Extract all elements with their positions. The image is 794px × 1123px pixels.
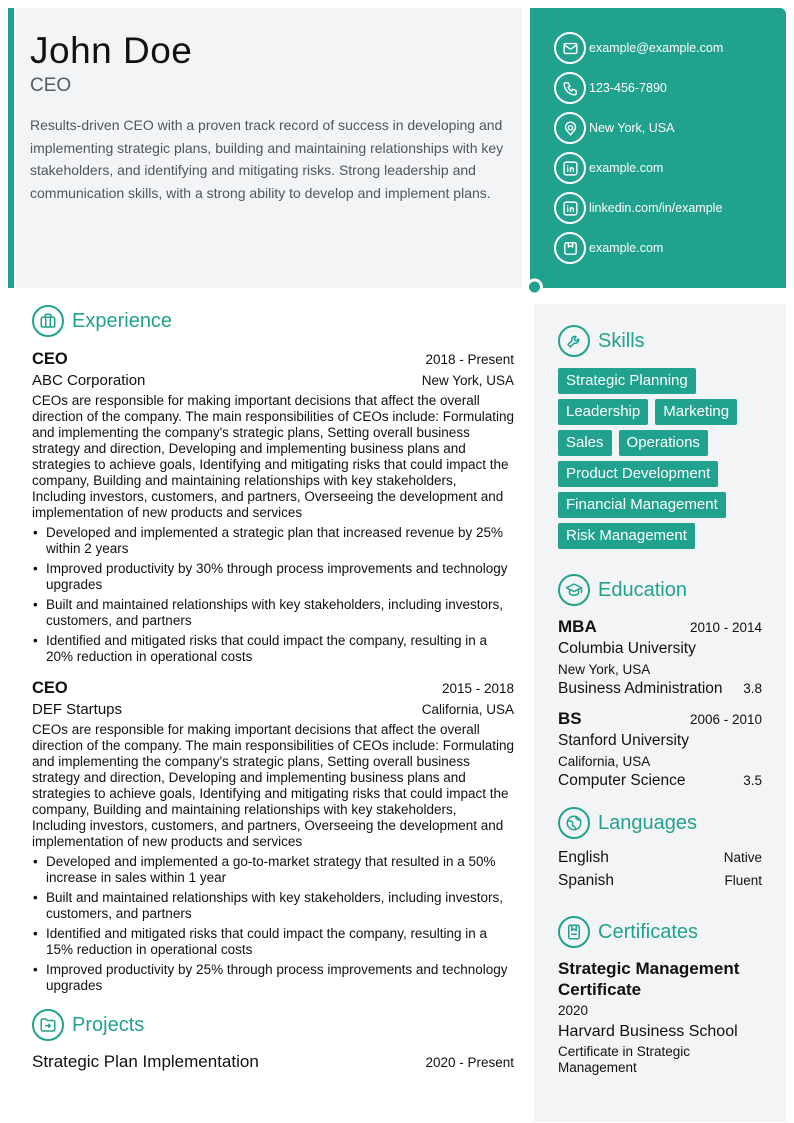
field-of-study: Computer Science [558,772,686,789]
gpa: 3.5 [743,773,762,788]
candidate-name: John Doe [30,30,193,71]
header-panel [16,8,522,288]
certificate-name: Strategic Management Certificate [558,959,740,999]
skill-tag: Leadership [558,399,648,425]
summary: Results-driven CEO with a proven track record of success in developing and implementing strategic plans, building and maintaining relationships with key stakeholders, and identifying and mitigating risks. Strong leadership and communication skills, with a strong ability to develop and implement plans. [30,117,504,201]
contact-text: 123-456-7890 [589,81,667,95]
candidate-title: CEO [30,75,72,96]
job-title: CEO [32,350,68,368]
job-entry [32,679,514,994]
job-dates: 2018 - Present [425,352,514,367]
company-name: ABC Corporation [32,372,146,389]
degree: BS [558,709,582,728]
school-name: Stanford University [558,732,689,749]
certificate-description: Certificate in Strategic Management [558,1044,691,1075]
skill-tag: Operations [619,430,708,456]
section-title: Languages [598,811,697,834]
achievement-item: • Improved productivity by 25% through process improvements and technology upgrades [32,962,514,994]
languages-header [558,806,762,840]
field-of-study: Business Administration [558,680,723,697]
briefcase-icon [32,305,64,337]
job-location: New York, USA [421,373,514,388]
section-title: Education [598,578,687,601]
achievement-item: • Built and maintained relationships with key stakeholders, including investors, customers, and partners [32,890,514,922]
linkedin-icon [554,192,586,224]
company-name: DEF Startups [32,701,123,718]
skills-list [558,368,762,549]
sidebar-column [534,304,786,1122]
project-title: Strategic Plan Implementation [32,1052,259,1071]
education-entry [558,709,762,790]
job-description: CEOs are responsible for making important decisions that affect the overall direction of the company. The main responsibilities of CEOs include: Formulating and implementing the company's strategic plans, Setting overall business strategy and direction, Developing and implementing business plans and strategies to achieve goals, Identifying and mitigating risks that could impact the company, Building and maintaining relationships with key stakeholders, Including investors, customers, and partners, Overseeing the development and implementation of new products and services [32,722,514,849]
skill-tag: Risk Management [558,523,695,549]
email-icon [554,32,586,64]
language-name: Spanish [558,872,615,889]
wrench-icon [558,325,590,357]
certificate-year: 2020 [558,1003,589,1018]
school-name: Columbia University [558,640,696,657]
contact-phone[interactable] [554,72,786,104]
language-level: Native [723,850,762,865]
contact-panel [530,8,786,288]
projects-header [32,1008,514,1042]
job-location: California, USA [421,702,514,717]
achievement-item: • Identified and mitigated risks that could impact the company, resulting in a 20% reduction in operational costs [32,633,514,665]
contact-text: example.com [589,161,664,175]
certificate-icon [558,916,590,948]
folder-icon [32,1009,64,1041]
achievement-item: • Built and maintained relationships with key stakeholders, including investors, customers, and partners [32,597,514,629]
linkedin-icon [554,152,586,184]
globe-icon [558,807,590,839]
education-entry [558,617,762,698]
job-description: CEOs are responsible for making important decisions that affect the overall direction of the company. The main responsibilities of CEOs include: Formulating and implementing the company's strategic plans, Setting overall business strategy and direction, Developing and implementing business plans and strategies to achieve goals, Identifying and mitigating risks that could impact the company, Building and maintaining relationships with key stakeholders, Including investors, customers, and partners, Overseeing the development and implementation of new products and services [32,393,514,520]
achievement-item: • Developed and implemented a strategic plan that increased revenue by 25% within 2 years [32,525,514,557]
contact-portfolio[interactable] [554,232,786,264]
header-accent-bar [8,8,14,288]
location-icon [554,112,586,144]
project-entry [32,1052,514,1072]
website-icon [554,232,586,264]
contact-email[interactable] [554,32,786,64]
job-entry [32,350,514,665]
contact-linkedin[interactable] [554,192,786,224]
certificate-issuer: Harvard Business School [558,1023,738,1040]
experience-header [32,304,514,338]
section-title: Certificates [598,920,699,943]
achievement-item: • Developed and implemented a go-to-market strategy that resulted in a 50% increase in sales within 1 year [32,854,514,886]
gpa: 3.8 [743,681,762,696]
contact-text: example.com [589,241,664,255]
languages-list [558,849,762,895]
main-column [32,304,514,1072]
job-title: CEO [32,679,68,697]
section-title: Projects [72,1013,145,1036]
certificate-entry [558,958,762,1076]
skill-tag: Product Development [558,461,718,487]
contact-text: New York, USA [589,121,675,135]
section-title: Skills [598,329,645,352]
achievement-item: • Identified and mitigated risks that could impact the company, resulting in a 15% reduction in operational costs [32,926,514,958]
contact-website[interactable] [554,152,786,184]
header-connector-dot [524,275,545,299]
education-list [558,617,762,790]
section-title: Experience [72,309,173,332]
skill-tag: Sales [558,430,612,456]
degree: MBA [558,617,597,636]
graduation-cap-icon [558,574,590,606]
education-years: 2006 - 2010 [689,712,762,727]
school-location: California, USA [558,754,651,769]
phone-icon [554,72,586,104]
certificates-header [558,915,762,949]
skill-tag: Marketing [655,399,737,425]
contact-text: example@example.com [589,41,724,55]
project-dates: 2020 - Present [425,1055,514,1070]
job-dates: 2015 - 2018 [441,681,514,696]
education-years: 2010 - 2014 [689,620,762,635]
skill-tag: Financial Management [558,492,726,518]
skills-header [558,324,762,358]
language-entry [558,849,762,872]
education-header [558,573,762,607]
contact-text: linkedin.com/in/example [589,201,723,215]
school-location: New York, USA [558,662,651,677]
skill-tag: Strategic Planning [558,368,696,394]
achievement-list [32,854,514,994]
achievement-list [32,525,514,665]
contact-location[interactable] [554,112,786,144]
language-name: English [558,849,609,866]
achievement-item: • Improved productivity by 30% through process improvements and technology upgrades [32,561,514,593]
language-entry [558,872,762,895]
language-level: Fluent [724,873,762,888]
